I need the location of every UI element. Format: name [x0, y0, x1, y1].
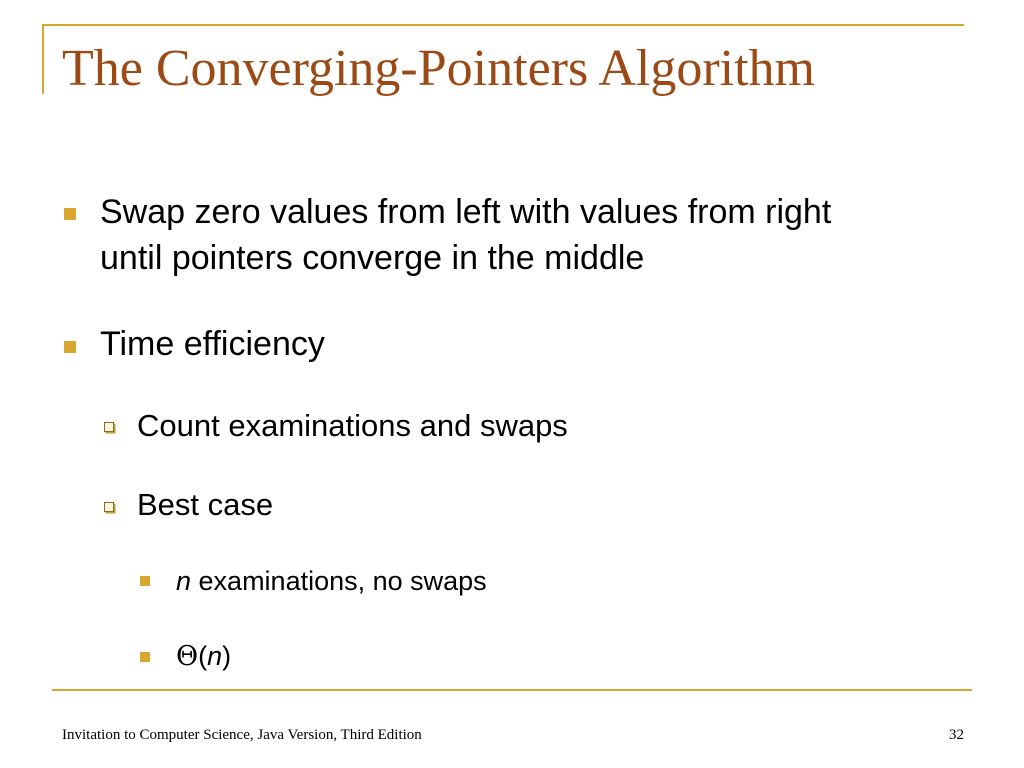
sub-bullet-text: Best case	[137, 487, 274, 522]
footer-book-title: Invitation to Computer Science, Java Version, Third Edition	[62, 727, 422, 743]
square-bullet-icon	[64, 208, 76, 220]
square-bullet-icon	[140, 652, 150, 662]
bullet-text-line: Swap zero values from left with values from right	[100, 193, 832, 231]
square-bullet-icon	[64, 341, 76, 353]
variable-n: n	[207, 641, 223, 671]
sub-sub-bullet-text	[176, 564, 487, 598]
hollow-square-bullet-icon	[104, 422, 114, 432]
square-bullet-icon	[140, 576, 150, 586]
theta-symbol: Θ	[176, 641, 199, 672]
close-paren: )	[222, 641, 232, 671]
variable-n: n	[176, 566, 192, 596]
hollow-square-bullet-icon	[104, 502, 114, 512]
slide-title: The Converging-Pointers Algorithm	[62, 40, 815, 97]
sub-bullet-text: Count examinations and swaps	[137, 408, 568, 443]
bullet-text-line: until pointers converge in the middle	[100, 239, 645, 277]
examinations-text: examinations, no swaps	[191, 566, 487, 596]
bullet-text: Time efficiency	[100, 325, 325, 363]
footer-divider	[52, 689, 972, 691]
sub-sub-bullet-text	[176, 639, 231, 674]
open-paren: (	[198, 641, 208, 671]
page-number: 32	[949, 727, 964, 743]
